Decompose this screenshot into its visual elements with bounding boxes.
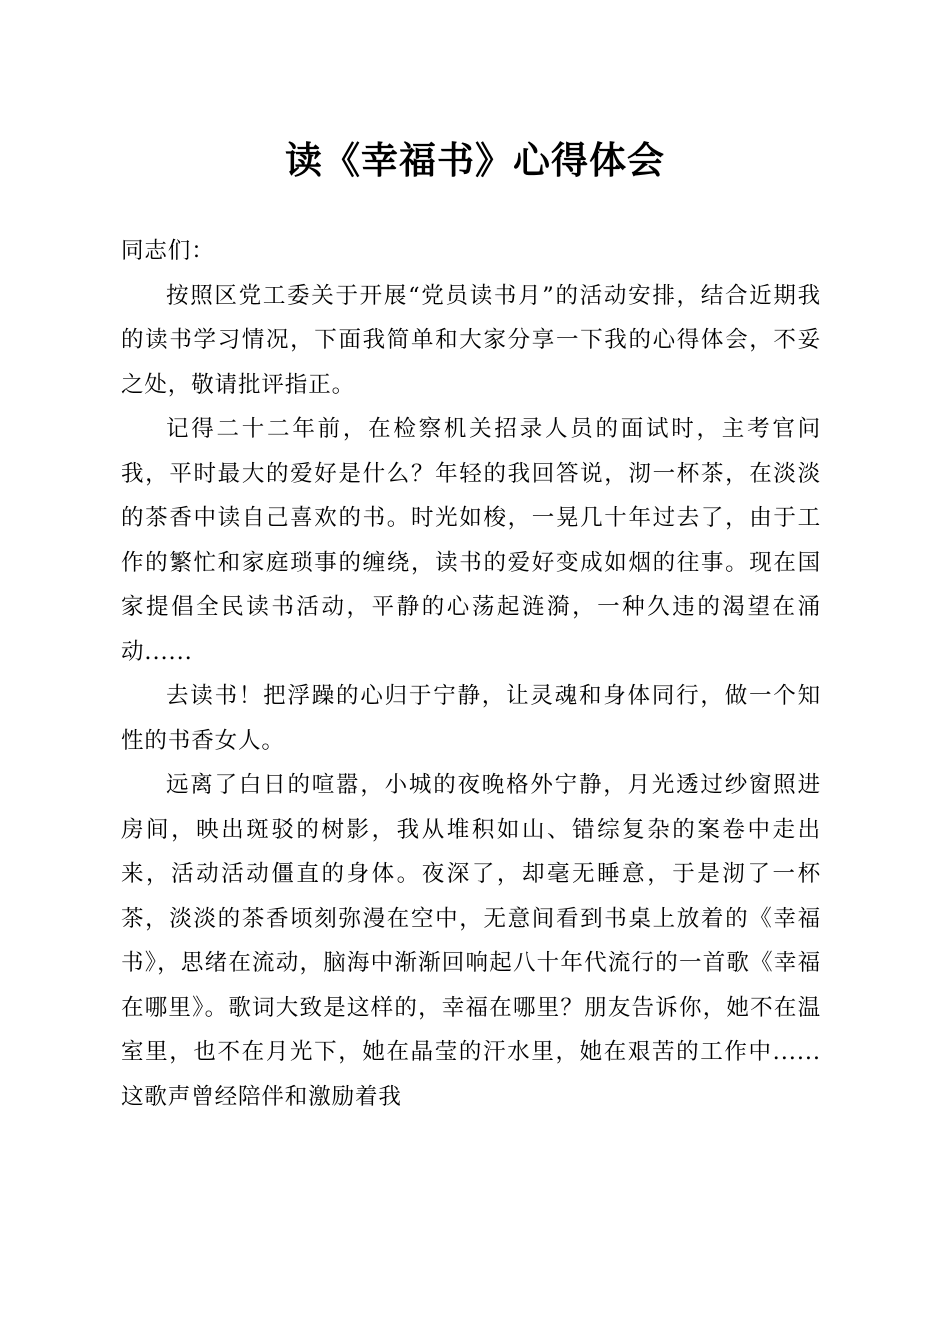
paragraph-3: 去读书！把浮躁的心归于宁静，让灵魂和身体同行，做一个知性的书香女人。 [121,683,821,754]
greeting: 同志们： [121,238,215,264]
paragraph-1: 按照区党工委关于开展“党员读书月”的活动安排，结合近期我的读书学习情况，下面我简单和大家分享一下我的心得体会，不妥之处，敬请批评指正。 [121,282,821,398]
paragraph-4: 远离了白日的喧嚣，小城的夜晚格外宁静，月光透过纱窗照进房间，映出斑驳的树影，我从堆积如山、错综复杂的案卷中走出来，活动活动僵直的身体。夜深了，却毫无睡意，于是沏了一杯茶，淡淡的茶香顷刻弥漫在空中，无意间看到书桌上放着的《幸福书》，思绪在流动，脑海中渐渐回响起八十年代流行的一首歌《幸福在哪里》。歌词大致是这样的，幸福在哪里？朋友告诉你，她不在温室里，也不在月光下，她在晶莹的汗水里，她在艰苦的工作中......这歌声曾经陪伴和激励着我 [121,772,821,1110]
document-title: 读《幸福书》心得体会 [285,138,665,182]
paragraph-2: 记得二十二年前，在检察机关招录人员的面试时，主考官问我，平时最大的爱好是什么？年轻的我回答说，沏一杯茶，在淡淡的茶香中读自己喜欢的书。时光如梭，一晃几十年过去了，由于工作的繁忙和家庭琐事的缠绕，读书的爱好变成如烟的往事。现在国家提倡全民读书活动，平静的心荡起涟漪，一种久违的渴望在涌动...... [121,416,821,665]
document-body [121,229,821,1119]
